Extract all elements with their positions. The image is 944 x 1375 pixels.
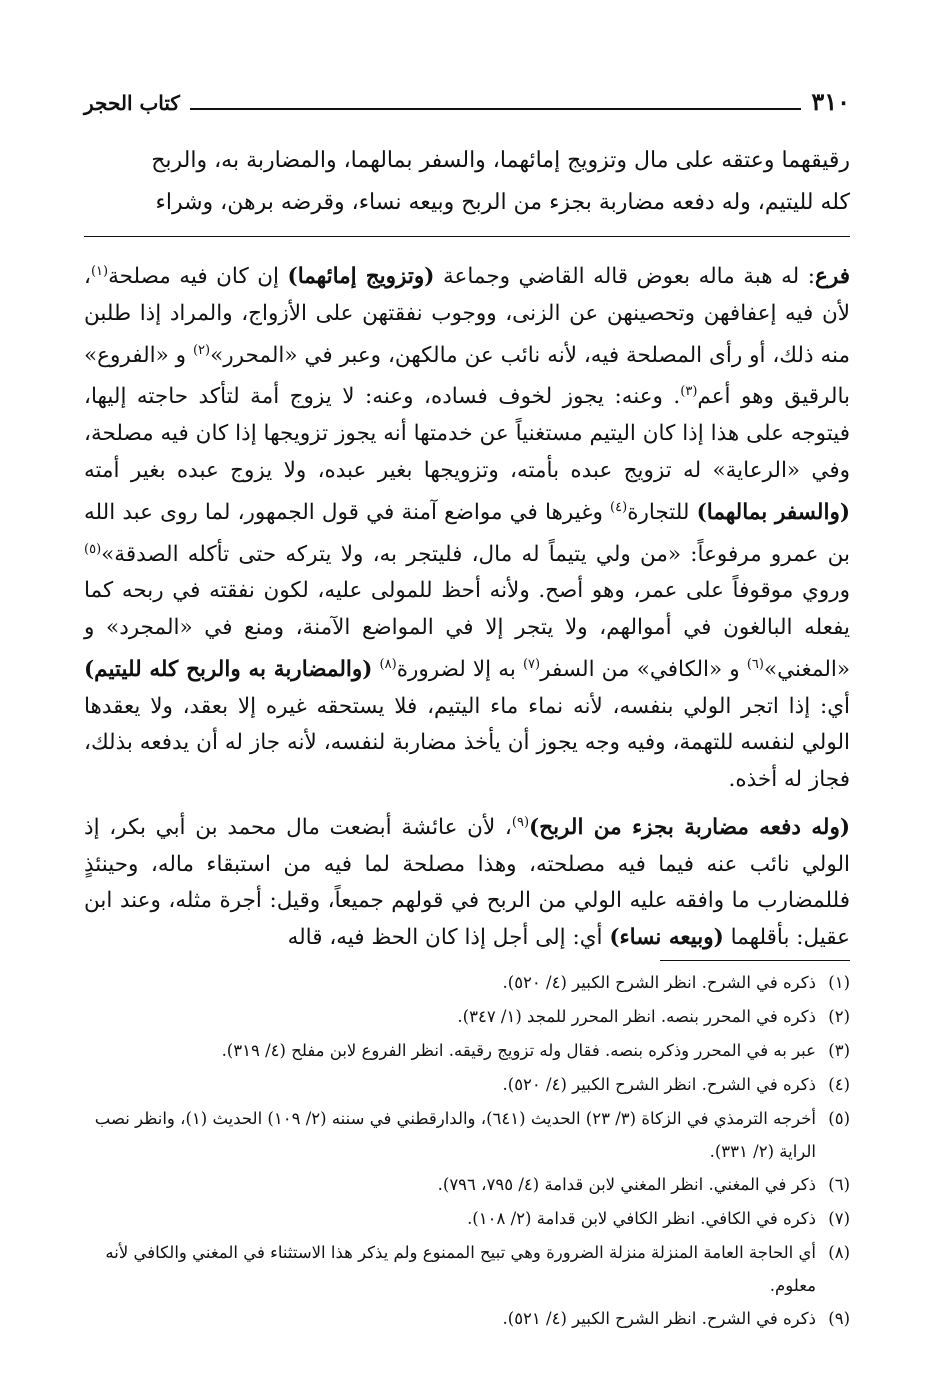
footnote-ref: (٦) [746, 656, 764, 672]
page-header [84, 84, 850, 114]
page-number: ٣١٠ [811, 87, 850, 116]
footnote [84, 1202, 850, 1236]
commentary-text: ، لأن عائشة أبضعت مال محمد بن أبي بكر، إذ الولي نائب عنه فيما فيه مصلحته، وهذا مصلحة لما فيه من استبقاء ماله، وحينئذٍ فللمضارب ما وافقه عليه الولي من الربح في قولهم جميعاً، وقيل: أجرة مثله، وعند ابن عقيل: بأقلهما [84, 814, 850, 951]
commentary-text: و «الكافي» من السفر [540, 656, 747, 682]
quoted-matn: (وبيعه نساء) [609, 925, 724, 951]
commentary-text: أي: إلى أجل إذا كان الحظ فيه، قاله [287, 925, 610, 951]
footnote-text: أخرجه الترمذي في الزكاة (٣/ ٢٣) الحديث (٦٤١)، والدارقطني في سننه (٢/ ١٠٩) الحديث (١)، وانظر نصب الراية (٢/ ٣٣١). [94, 1109, 816, 1161]
footnote-number: (١) [828, 973, 850, 992]
heading-term: فرع [815, 264, 850, 290]
commentary-paragraph [84, 805, 850, 957]
commentary [84, 254, 850, 959]
footnote-ref: (٥) [84, 541, 102, 557]
footnote [84, 1236, 850, 1302]
footnote [84, 1168, 850, 1202]
text-separator [84, 236, 850, 237]
commentary-text: و «الفروع» بالرقيق وهو أعم [84, 342, 850, 410]
footnote-number: (٣) [828, 1041, 850, 1060]
quoted-matn: (وتزويج إمائهما) [287, 264, 435, 290]
commentary-text: إن كان فيه مصلحة [108, 264, 288, 290]
quoted-matn: (وله دفعه مضاربة بجزء من الربح) [529, 814, 850, 840]
footnote-number: (٢) [828, 1007, 850, 1026]
footnote-number: (٧) [828, 1209, 850, 1228]
footnote-text: أي الحاجة العامة المنزلة منزلة الضرورة وهي تبيح الممنوع ولم يذكر هذا الاستثناء في المغني والكافي لأنه معلوم. [105, 1243, 816, 1295]
commentary-text: أي: إذا اتجر الولي بنفسه، لأنه نماء ماء اليتيم، فلا يستحقه غيره إلا بعقد، ولا يعقدها الولي لنفسه للتهمة، وفيه وجه يجوز أن يأخذ مضاربة لنفسه، لأنه جاز له أن يدفعه بذلك، فجاز له أخذه. [84, 693, 850, 793]
footnote-ref: (٨) [379, 656, 397, 672]
footnote-ref: (١) [90, 264, 109, 279]
footnote [84, 1102, 850, 1168]
footnote-ref: (٧) [522, 656, 541, 672]
footnote-text: ذكر في المغني. انظر المغني لابن قدامة (٤/ ٧٩٥، ٧٩٦). [437, 1175, 816, 1194]
footnote-text: عبر به في المحرر وذكره بنصه. فقال وله تزويج رقيقه. انظر الفروع لابن مفلح (٤/ ٣١٩). [221, 1041, 816, 1060]
footnote-text: ذكره في الشرح. انظر الشرح الكبير (٤/ ٥٢١). [502, 1309, 816, 1328]
footnote-ref: (٤) [610, 499, 628, 515]
footnote-text: ذكره في الكافي. انظر الكافي لابن قدامة (٢/ ١٠٨). [467, 1209, 816, 1228]
commentary-text: للتجارة [627, 499, 697, 525]
commentary-paragraph [84, 254, 850, 799]
footnote-number: (٤) [828, 1075, 850, 1094]
commentary-text: ، لأن فيه إعفافهن وتحصينهن عن الزنى، ووجوب نفقتهن على الأزواج، والمراد إذا طلبن منه ذلك، أو رأى المصلحة فيه، لأنه نائب عن مالكهن، وعبر في «المحرر» [84, 264, 850, 368]
main-text [84, 140, 850, 224]
footnote-ref: (٢) [192, 342, 211, 358]
commentary-text: وغيرها في مواضع آمنة في قول الجمهور، لما روى عبد الله بن عمرو مرفوعاً: «من ولي يتيماً له مال، فليتجر به، ولا يتركه حتى تأكله الصدقة» [84, 499, 850, 567]
running-title: كتاب الحجر [84, 91, 180, 115]
main-text-line: كله لليتيم، وله دفعه مضاربة بجزء من الربح وبيعه نساء، وقرضه برهن، وشراء [155, 190, 850, 215]
footnote-number: (٥) [828, 1109, 850, 1128]
quoted-matn: (والمضاربة به والربح كله لليتيم) [84, 656, 373, 682]
footnote-number: (٦) [828, 1175, 850, 1194]
commentary-text: وروي موقوفاً على عمر، وهو أصح. ولأنه أحظ للمولى عليه، لكون نفقته في ربحه كما يفعله البالغون في أموالهم، ولا يتجر إلا في المواضع الآمنة، ومنع في «المجرد» و «المغني» [84, 578, 850, 682]
footnote-number: (٩) [828, 1309, 850, 1328]
footnote-ref: (٩) [511, 814, 530, 830]
footnote-ref: (٣) [680, 384, 698, 400]
footnote [84, 1302, 850, 1336]
footnote-text: ذكره في الشرح. انظر الشرح الكبير (٤/ ٥٢٠). [502, 973, 816, 992]
footnote-text: ذكره في الشرح. انظر الشرح الكبير (٤/ ٥٢٠). [502, 1075, 816, 1094]
footnote-rule [660, 960, 850, 961]
commentary-text: . وعنه: يجوز لخوف فساده، وعنه: لا يزوج أمة لتأكد حاجته إليها، فيتوجه على هذا إذا كان اليتيم مستغنياً عن خدمتها أنه يجوز تزويجها إذا كان فيه مصلحة، وفي «الرعاية» له تزويج عبده بأمته، وتزويجها بغير عبده، ولا يزوج عبده بغير أمته [84, 384, 850, 483]
main-text-line: رقيقهما وعتقه على مال وتزويج إمائهما، والسفر بمالهما، والمضاربة به، والربح [151, 148, 850, 173]
footnote-text: ذكره في المحرر بنصه. انظر المحرر للمجد (١/ ٣٤٧). [457, 1007, 816, 1026]
commentary-text [372, 657, 379, 682]
header-rule [190, 108, 801, 110]
quoted-matn: (والسفر بمالهما) [696, 499, 850, 525]
footnote [84, 966, 850, 1000]
footnote [84, 1000, 850, 1034]
footnote-number: (٨) [828, 1243, 850, 1262]
footnote [84, 1034, 850, 1068]
footnote [84, 1068, 850, 1102]
commentary-text: به إلا لضرورة [396, 656, 523, 682]
commentary-text: : له هبة ماله بعوض قاله القاضي وجماعة [434, 264, 816, 290]
footnotes [84, 966, 850, 1336]
